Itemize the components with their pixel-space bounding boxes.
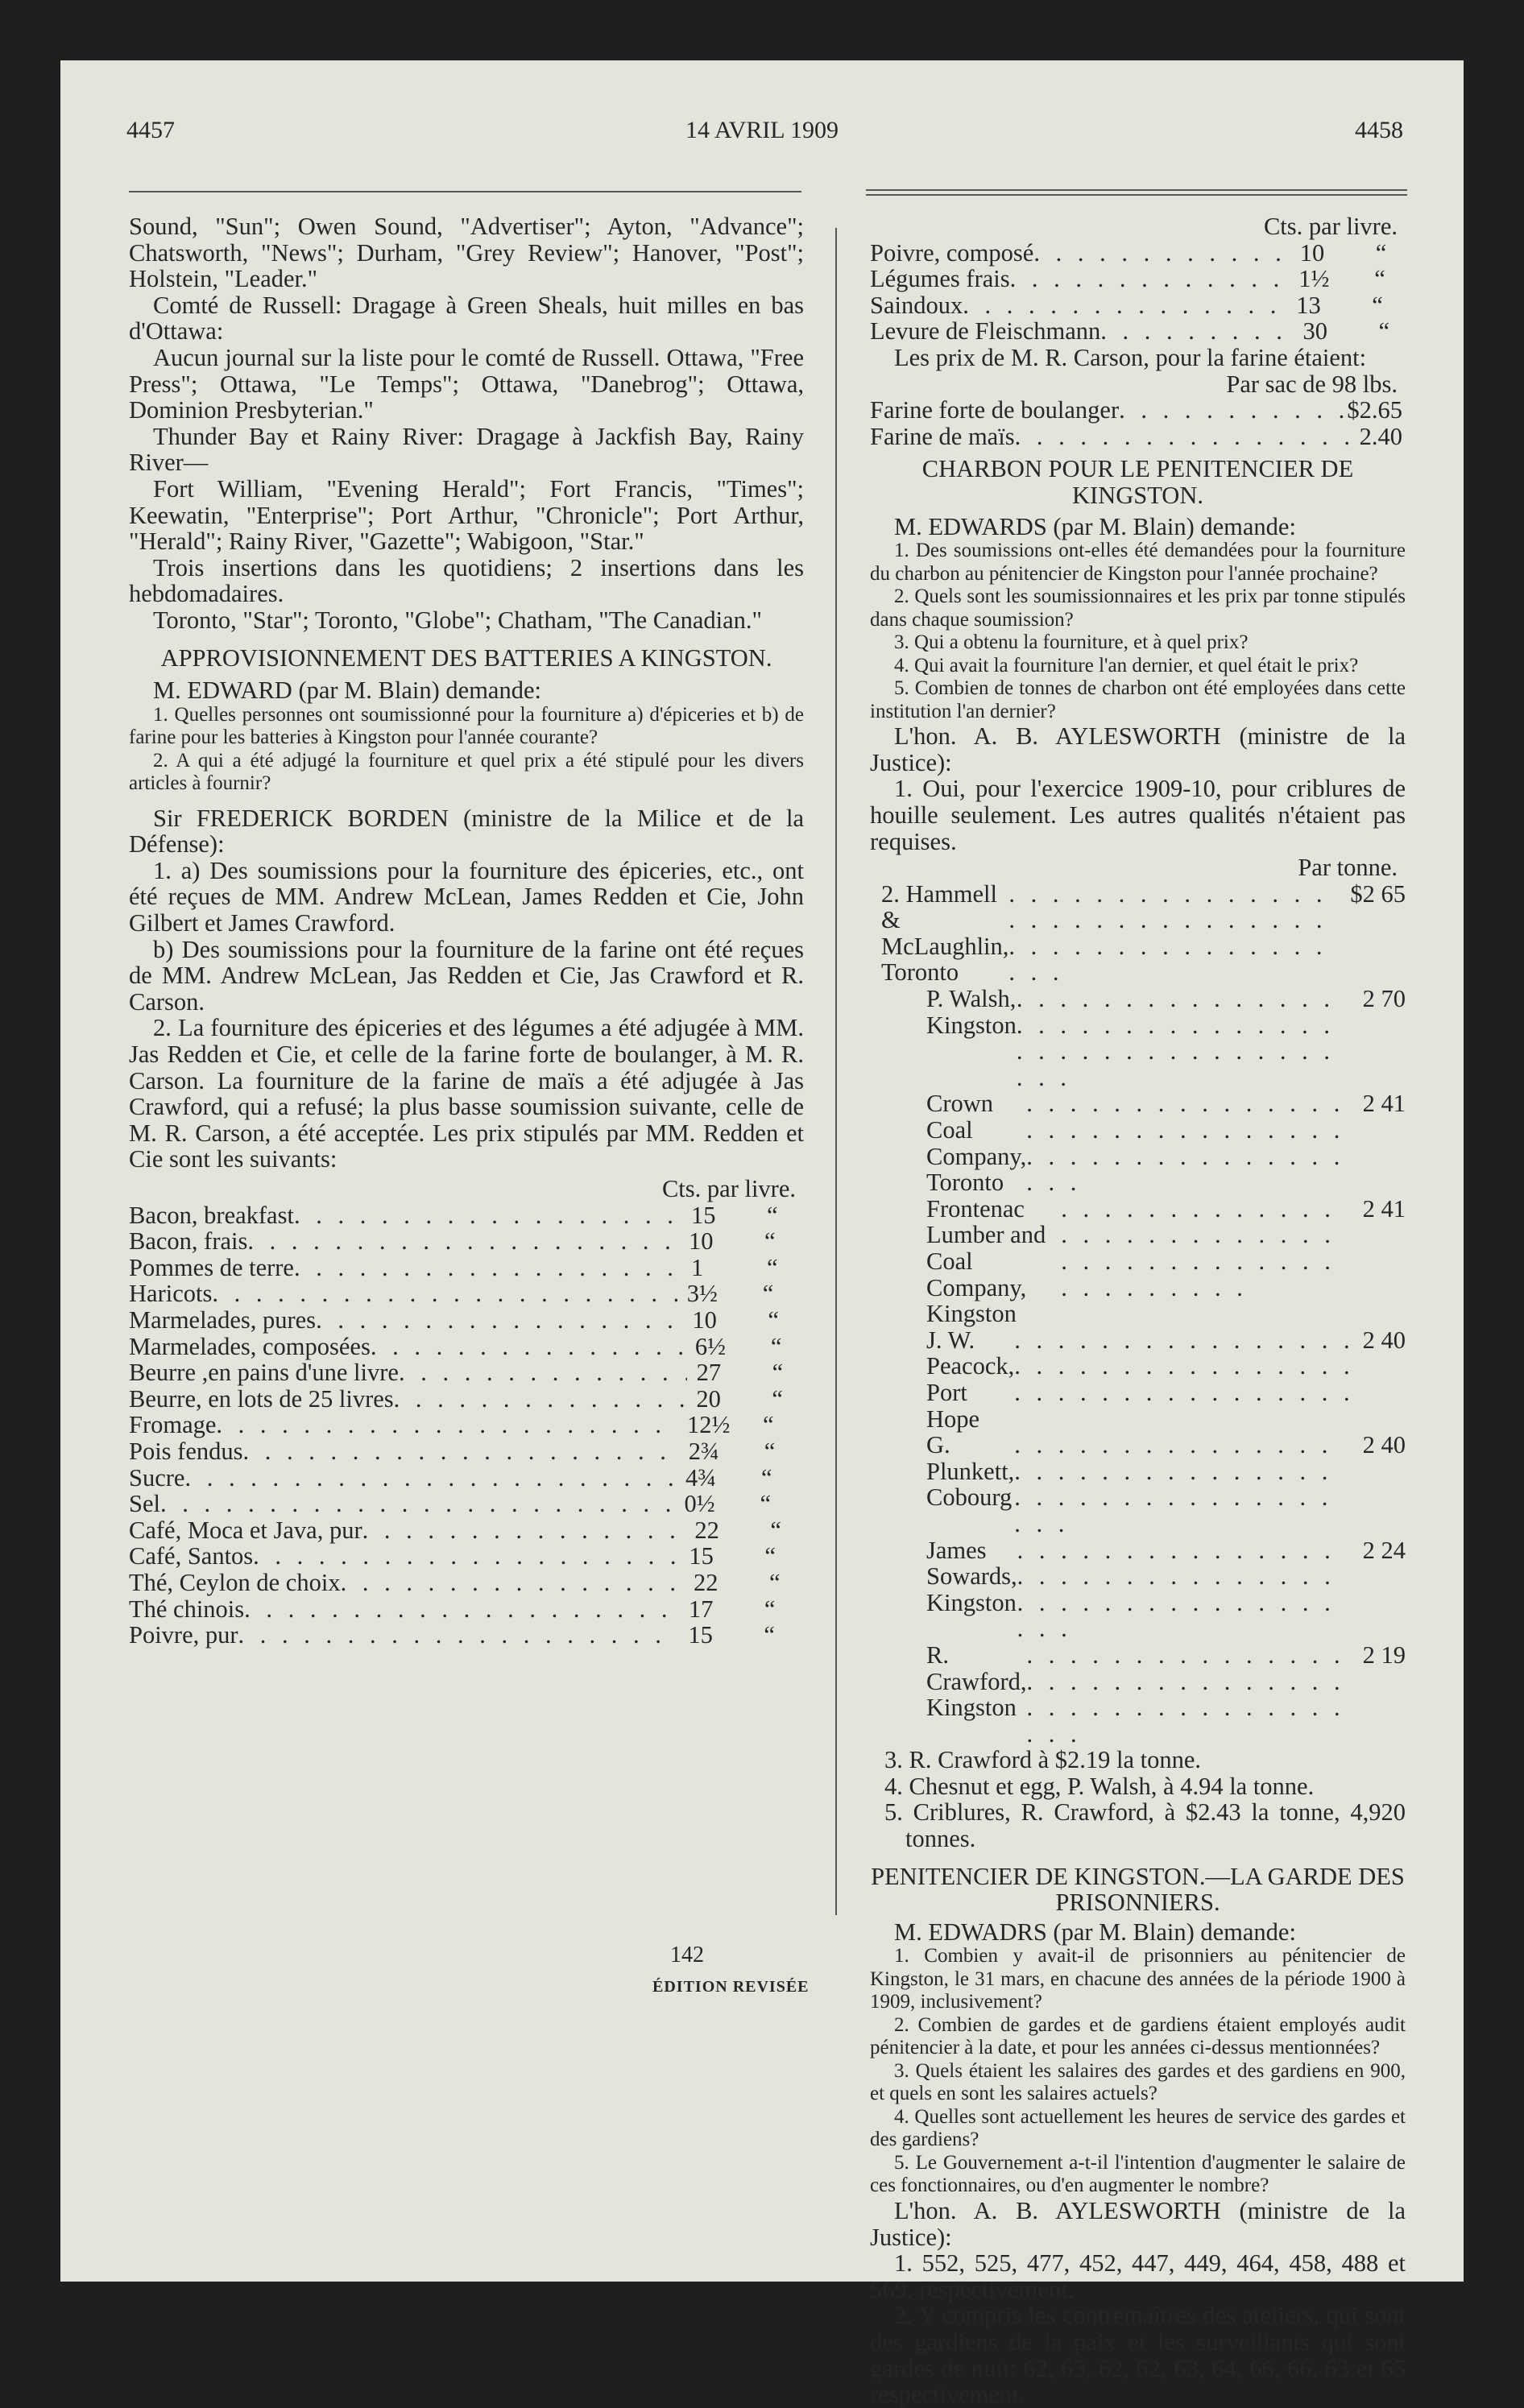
leader-dots xyxy=(1017,986,1355,1090)
section-heading: CHARBON POUR LE PENITENCIER DE KINGSTON. xyxy=(921,455,1354,509)
question: 4. Quelles sont actuellement les heures de service des gardes et des gardiens? xyxy=(870,2105,1406,2151)
supplier-name: Frontenac Lumber and Coal Company, Kingston xyxy=(926,1194,1046,1328)
ditto-mark: “ xyxy=(1374,265,1385,293)
price-value: 27 xyxy=(696,1359,722,1387)
asker-line: M. EDWADRS (par M. Blain) demande: xyxy=(894,1918,1296,1946)
supplier-row xyxy=(870,986,1406,1090)
ditto-mark: “ xyxy=(764,1621,775,1649)
question: 2. Combien de gardes et de gardiens étaient employés audit pénitencier à la date, et pour les années ci-dessus mentionnées? xyxy=(870,2013,1406,2059)
price-row xyxy=(129,1570,804,1596)
price-item: Bacon, frais xyxy=(129,1227,248,1256)
price-item: Sucre xyxy=(129,1463,185,1492)
price-item: Beurre, en lots de 25 livres xyxy=(129,1384,394,1413)
supplier-price: 2 41 xyxy=(1362,1194,1406,1223)
flour-row xyxy=(870,424,1406,450)
question: 2. Quels sont les soumissionnaires et les prix par tonne stipulés dans chaque soumission? xyxy=(870,585,1406,631)
price-value: 15 xyxy=(690,1201,716,1229)
price-row xyxy=(129,1543,804,1570)
price-row xyxy=(129,1412,804,1438)
supplier-price: 2 19 xyxy=(1362,1641,1406,1669)
question: 1. Quelles personnes ont soumissionné pour la fourniture a) d'épiceries et b) de farine pour les batteries à Kingston pour l'année courante? xyxy=(129,703,804,749)
question-list xyxy=(870,540,1406,723)
price-row xyxy=(129,1334,804,1360)
supplier-name: James Sowards, Kingston xyxy=(926,1536,1017,1616)
price-value: 6½ xyxy=(694,1332,726,1360)
price-value: 13 xyxy=(1296,291,1321,319)
flour-price: 2.40 xyxy=(1359,422,1402,450)
leader-dots xyxy=(1027,1642,1355,1747)
leader-dots xyxy=(1061,1196,1354,1301)
supplier-row xyxy=(870,1642,1406,1747)
ditto-mark: “ xyxy=(760,1490,772,1518)
price-item: Thé, Ceylon de choix xyxy=(129,1568,341,1596)
flour-price: $2.65 xyxy=(1347,396,1402,424)
ditto-mark: “ xyxy=(768,1305,779,1334)
supplier-price: 2 40 xyxy=(1362,1431,1406,1459)
supplier-row xyxy=(870,1537,1406,1642)
answer: 1. Oui, pour l'exercice 1909-10, pour criblures de houille seulement. Les autres qualités n'étaient pas requises. xyxy=(870,775,1406,855)
ditto-mark: “ xyxy=(764,1595,776,1623)
price-value: 15 xyxy=(689,1542,714,1570)
price-row xyxy=(870,318,1406,345)
speaker-line: L'hon. A. B. AYLESWORTH (ministre de la Justice): xyxy=(870,2196,1406,2251)
answer: 5. Criblures, R. Crawford, à $2.43 la tonne, 4,920 tonnes. xyxy=(884,1798,1406,1853)
ditto-mark: “ xyxy=(762,1280,774,1308)
price-value: 12½ xyxy=(687,1411,731,1439)
question: 5. Le Gouvernement a-t-il l'intention d'augmenter le salaire de ces fonctionnaires, ou d'en augmenter le nombre? xyxy=(870,2151,1406,2197)
ditto-mark: “ xyxy=(766,1201,778,1229)
section-heading: APPROVISIONNEMENT DES BATTERIES A KINGSTON. xyxy=(160,643,772,672)
leader-dots xyxy=(1010,266,1290,292)
paragraph: Sound, "Sun"; Owen Sound, "Advertiser"; Ayton, "Advance"; Chatsworth, "News"; Durham, "Grey Review"; Hanover, "Post"; Holstein, "Leader." xyxy=(129,213,804,293)
speaker-line: L'hon. A. B. AYLESWORTH (ministre de la Justice): xyxy=(870,722,1406,776)
cents-per-pound-header: Cts. par livre. xyxy=(661,1175,796,1202)
answer: b) Des soumissions pour la fourniture de la farine ont été reçues de MM. Andrew McLean, Jas Redden et Cie, Jas Crawford et R. Carson. xyxy=(129,935,804,1016)
ditto-mark: “ xyxy=(761,1463,772,1492)
supplier-name: P. Walsh, Kingston xyxy=(926,985,1017,1039)
answer: 4. Chesnut et egg, P. Walsh, à 4.94 la tonne. xyxy=(884,1772,1315,1800)
price-row xyxy=(129,1386,804,1413)
supplier-row xyxy=(870,1327,1406,1432)
supplier-row xyxy=(870,1090,1406,1195)
supplier-price: 2 40 xyxy=(1362,1326,1406,1354)
price-value: 15 xyxy=(688,1621,713,1649)
paragraph: Comté de Russell: Dragage à Green Sheals, huit milles en bas d'Ottawa: xyxy=(129,291,804,345)
ditto-mark: “ xyxy=(764,1227,776,1256)
flour-item: Farine forte de boulanger xyxy=(870,396,1120,424)
flour-price-list xyxy=(870,397,1406,449)
supplier-row xyxy=(870,1432,1406,1537)
ditto-mark: “ xyxy=(1372,291,1383,319)
ditto-mark: “ xyxy=(768,1568,781,1596)
scanned-page xyxy=(60,60,1464,2408)
left-page-number: 4457 xyxy=(126,117,175,143)
ditto-mark: “ xyxy=(770,1332,782,1360)
price-value: 22 xyxy=(694,1516,719,1544)
price-value: 1½ xyxy=(1298,265,1330,293)
price-row xyxy=(129,1359,804,1386)
ditto-mark: “ xyxy=(1378,317,1389,345)
price-value: 10 xyxy=(689,1227,714,1256)
header-rule-right-2 xyxy=(866,194,1407,196)
leader-dots xyxy=(160,1491,674,1517)
header-rule-left xyxy=(129,191,801,192)
leader-dots xyxy=(253,1543,679,1570)
price-value: 10 xyxy=(692,1305,717,1334)
leader-dots xyxy=(1100,318,1293,345)
supplier-name: R. Crawford, Kingston xyxy=(926,1641,1027,1722)
supplier-row xyxy=(870,881,1406,986)
price-value: 0½ xyxy=(684,1490,715,1518)
price-value: 1 xyxy=(690,1253,704,1281)
supplier-price: 2 41 xyxy=(1362,1090,1406,1118)
leader-dots xyxy=(316,1307,682,1334)
price-item: Sel xyxy=(129,1490,160,1518)
leader-dots xyxy=(1014,1327,1354,1406)
price-list xyxy=(870,240,1406,345)
left-column xyxy=(129,213,804,1649)
right-column xyxy=(870,213,1406,2408)
price-value: 20 xyxy=(696,1384,721,1413)
ditto-mark: “ xyxy=(772,1359,784,1387)
question: 4. Qui avait la fourniture l'an dernier, et quel était le prix? xyxy=(894,654,1359,676)
ditto-mark: “ xyxy=(764,1542,776,1570)
leader-dots xyxy=(243,1438,679,1465)
answer: 1. a) Des soumissions pour la fourniture des épiceries, etc., ont été reçues de MM. Andrew McLean, James Redden et Cie, John Gilbert et James Crawford. xyxy=(129,856,804,937)
per-bag-header: Par sac de 98 lbs. xyxy=(1226,370,1398,398)
speaker-line: Sir FREDERICK BORDEN (ministre de la Milice et de la Défense): xyxy=(129,804,804,859)
paragraph: Trois insertions dans les quotidiens; 2 insertions dans les hebdomadaires. xyxy=(129,553,804,608)
paragraph: Aucun journal sur la liste pour le comté de Russell. Ottawa, "Free Press"; Ottawa, "Le Temps"; Ottawa, "Danebrog"; Ottawa, Dominion Presbyterian." xyxy=(129,343,804,424)
price-row xyxy=(129,1517,804,1544)
answer: 2. La fourniture des épiceries et des légumes a été adjugée à MM. Jas Redden et Cie, et celle de la farine forte de boulanger, à M. R. Carson. La fourniture de la farine de maïs a été adjugée à Jas Crawford, qui a refusé; la plus basse soumission suivante, celle de M. R. Carson, a été acceptée. Les prix stipulés par MM. Redden et Cie sont les suivants: xyxy=(129,1014,804,1173)
supplier-list xyxy=(870,881,1406,1748)
leader-dots xyxy=(963,292,1286,319)
price-row xyxy=(129,1438,804,1465)
price-row xyxy=(870,240,1406,267)
price-value: 17 xyxy=(688,1595,714,1623)
price-row xyxy=(129,1622,804,1649)
section-heading: PENITENCIER DE KINGSTON.—LA GARDE DES PRISONNIERS. xyxy=(871,1862,1405,1917)
footer-page-number: 142 xyxy=(670,1943,704,1967)
answer: 1. 552, 525, 477, 452, 447, 449, 464, 458, 488 et 569, respectivement. xyxy=(870,2249,1406,2303)
supplier-price: 2 70 xyxy=(1362,985,1406,1013)
ditto-mark: “ xyxy=(770,1516,781,1544)
leader-dots xyxy=(294,1255,681,1281)
paragraph: Fort William, "Evening Herald"; Fort Francis, "Times"; Keewatin, "Enterprise"; Port Arthur, "Chronicle"; Port Arthur, "Herald"; Rainy River, "Gazette"; Wabigoon, "Star." xyxy=(129,474,804,556)
question: 1. Des soumissions ont-elles été demandées pour la fourniture du charbon au pénitencier de Kingston pour l'année prochaine? xyxy=(870,540,1406,585)
column-divider xyxy=(835,228,837,1915)
question: 3. Quels étaient les salaires des gardes et des gardiens en 900, et quels en sont les salaires actuels? xyxy=(870,2059,1406,2105)
supplier-price: $2 65 xyxy=(1350,879,1406,908)
answer: 3. R. Crawford à $2.19 la tonne. xyxy=(884,1746,1202,1774)
ditto-mark: “ xyxy=(1375,238,1387,267)
asker-line: M. EDWARDS (par M. Blain) demande: xyxy=(894,512,1296,540)
price-row xyxy=(129,1596,804,1623)
price-value: 2¾ xyxy=(688,1437,719,1465)
leader-dots xyxy=(341,1570,684,1596)
paragraph: Thunder Bay et Rainy River: Dragage à Jackfish Bay, Rainy River— xyxy=(129,422,804,477)
price-row xyxy=(129,1281,804,1307)
ditto-mark: “ xyxy=(763,1411,774,1439)
price-item: Poivre, pur xyxy=(129,1621,238,1649)
leader-dots xyxy=(1033,240,1290,267)
leader-dots xyxy=(1008,881,1342,986)
price-item: Légumes frais xyxy=(870,265,1010,293)
right-page-number: 4458 xyxy=(1355,117,1403,143)
leader-dots xyxy=(216,1412,677,1438)
leader-dots xyxy=(247,1228,679,1255)
supplier-name: G. Plunkett, Cobourg xyxy=(926,1431,1015,1512)
price-item: Pommes de terre xyxy=(129,1253,294,1281)
price-item: Marmelades, composées xyxy=(129,1332,371,1360)
price-row xyxy=(129,1255,804,1281)
supplier-name: Crown Coal Company, Toronto xyxy=(926,1090,1027,1197)
leader-dots xyxy=(1017,1537,1355,1642)
leader-dots xyxy=(362,1517,685,1544)
leader-dots xyxy=(184,1465,676,1492)
ditto-mark: “ xyxy=(766,1253,778,1281)
supplier-name: 2. Hammell & McLaughlin, Toronto xyxy=(881,879,1009,987)
price-item: Saindoux xyxy=(870,291,963,319)
price-item: Poivre, composé xyxy=(870,238,1034,267)
price-row xyxy=(870,266,1406,292)
question: 1. Combien y avait-il de prisonniers au pénitencier de Kingston, le 31 mars, en chacune des années de la période 1900 à 1909, inclusivement? xyxy=(870,1945,1406,2013)
price-item: Café, Santos xyxy=(129,1542,254,1570)
question: 3. Qui a obtenu la fourniture, et à quel prix? xyxy=(894,631,1249,654)
supplier-row xyxy=(870,1196,1406,1327)
price-value: 22 xyxy=(693,1568,719,1596)
header-rule-right-1 xyxy=(866,189,1407,191)
per-ton-header: Par tonne. xyxy=(1298,854,1398,882)
price-row xyxy=(870,292,1406,319)
leader-dots xyxy=(394,1386,687,1413)
price-row xyxy=(129,1202,804,1229)
leader-dots xyxy=(244,1596,679,1623)
question: 5. Combien de tonnes de charbon ont été employées dans cette institution l'an dernier? xyxy=(870,677,1406,722)
leader-dots xyxy=(1015,424,1360,450)
footer-edition: ÉDITION REVISÉE xyxy=(652,1978,810,1996)
price-value: 10 xyxy=(1299,238,1325,267)
price-row xyxy=(129,1307,804,1334)
price-value: 3½ xyxy=(686,1280,718,1308)
price-item: Fromage xyxy=(129,1411,217,1439)
price-row xyxy=(129,1465,804,1492)
price-item: Marmelades, pures xyxy=(129,1305,317,1334)
answer: 2. Y compris les contremaîtres des ateliers, qui sont des gardiens de la paix et les surveillants qui sont gardes de nuit: 62, 63, 62, 62, 63, 64, 66, 66, 63 et 65 respectivement. xyxy=(870,2302,1406,2408)
price-list xyxy=(129,1202,804,1649)
cents-per-pound-header: Cts. par livre. xyxy=(1263,213,1398,240)
asker-line: M. EDWARD (par M. Blain) demande: xyxy=(153,676,541,705)
price-item: Haricots xyxy=(129,1280,213,1308)
leader-dots xyxy=(399,1359,687,1386)
leader-dots xyxy=(1014,1432,1354,1537)
price-value: 30 xyxy=(1302,317,1327,345)
question: 2. A qui a été adjugé la fourniture et quel prix a été stipulé pour les divers articles à fournir? xyxy=(129,749,804,795)
supplier-price: 2 24 xyxy=(1362,1536,1406,1564)
leader-dots xyxy=(238,1622,679,1649)
ditto-mark: “ xyxy=(764,1437,776,1465)
paragraph: Toronto, "Star"; Toronto, "Globe"; Chatham, "The Canadian." xyxy=(153,606,762,634)
flour-item: Farine de maïs xyxy=(870,422,1015,450)
price-row xyxy=(129,1491,804,1517)
leader-dots xyxy=(1026,1090,1354,1195)
supplier-name: J. W. Peacock, Port Hope xyxy=(926,1326,1015,1433)
page-date-title: 14 AVRIL 1909 xyxy=(685,117,839,143)
price-value: 4¾ xyxy=(685,1463,717,1492)
price-item: Beurre ,en pains d'une livre xyxy=(129,1359,399,1387)
flour-row xyxy=(870,397,1406,424)
ditto-mark: “ xyxy=(772,1384,783,1413)
price-row xyxy=(129,1228,804,1255)
paragraph: Les prix de M. R. Carson, pour la farine étaient: xyxy=(894,343,1367,371)
price-item: Café, Moca et Java, pur xyxy=(129,1516,362,1544)
price-item: Levure de Fleischmann xyxy=(870,317,1101,345)
leader-dots xyxy=(212,1281,677,1307)
question-list xyxy=(870,1945,1406,2198)
leader-dots xyxy=(1119,397,1347,424)
leader-dots xyxy=(371,1334,685,1360)
leader-dots xyxy=(294,1202,681,1229)
price-item: Pois fendus xyxy=(129,1437,243,1465)
price-item: Bacon, breakfast xyxy=(129,1201,294,1229)
price-item: Thé chinois xyxy=(129,1595,245,1623)
